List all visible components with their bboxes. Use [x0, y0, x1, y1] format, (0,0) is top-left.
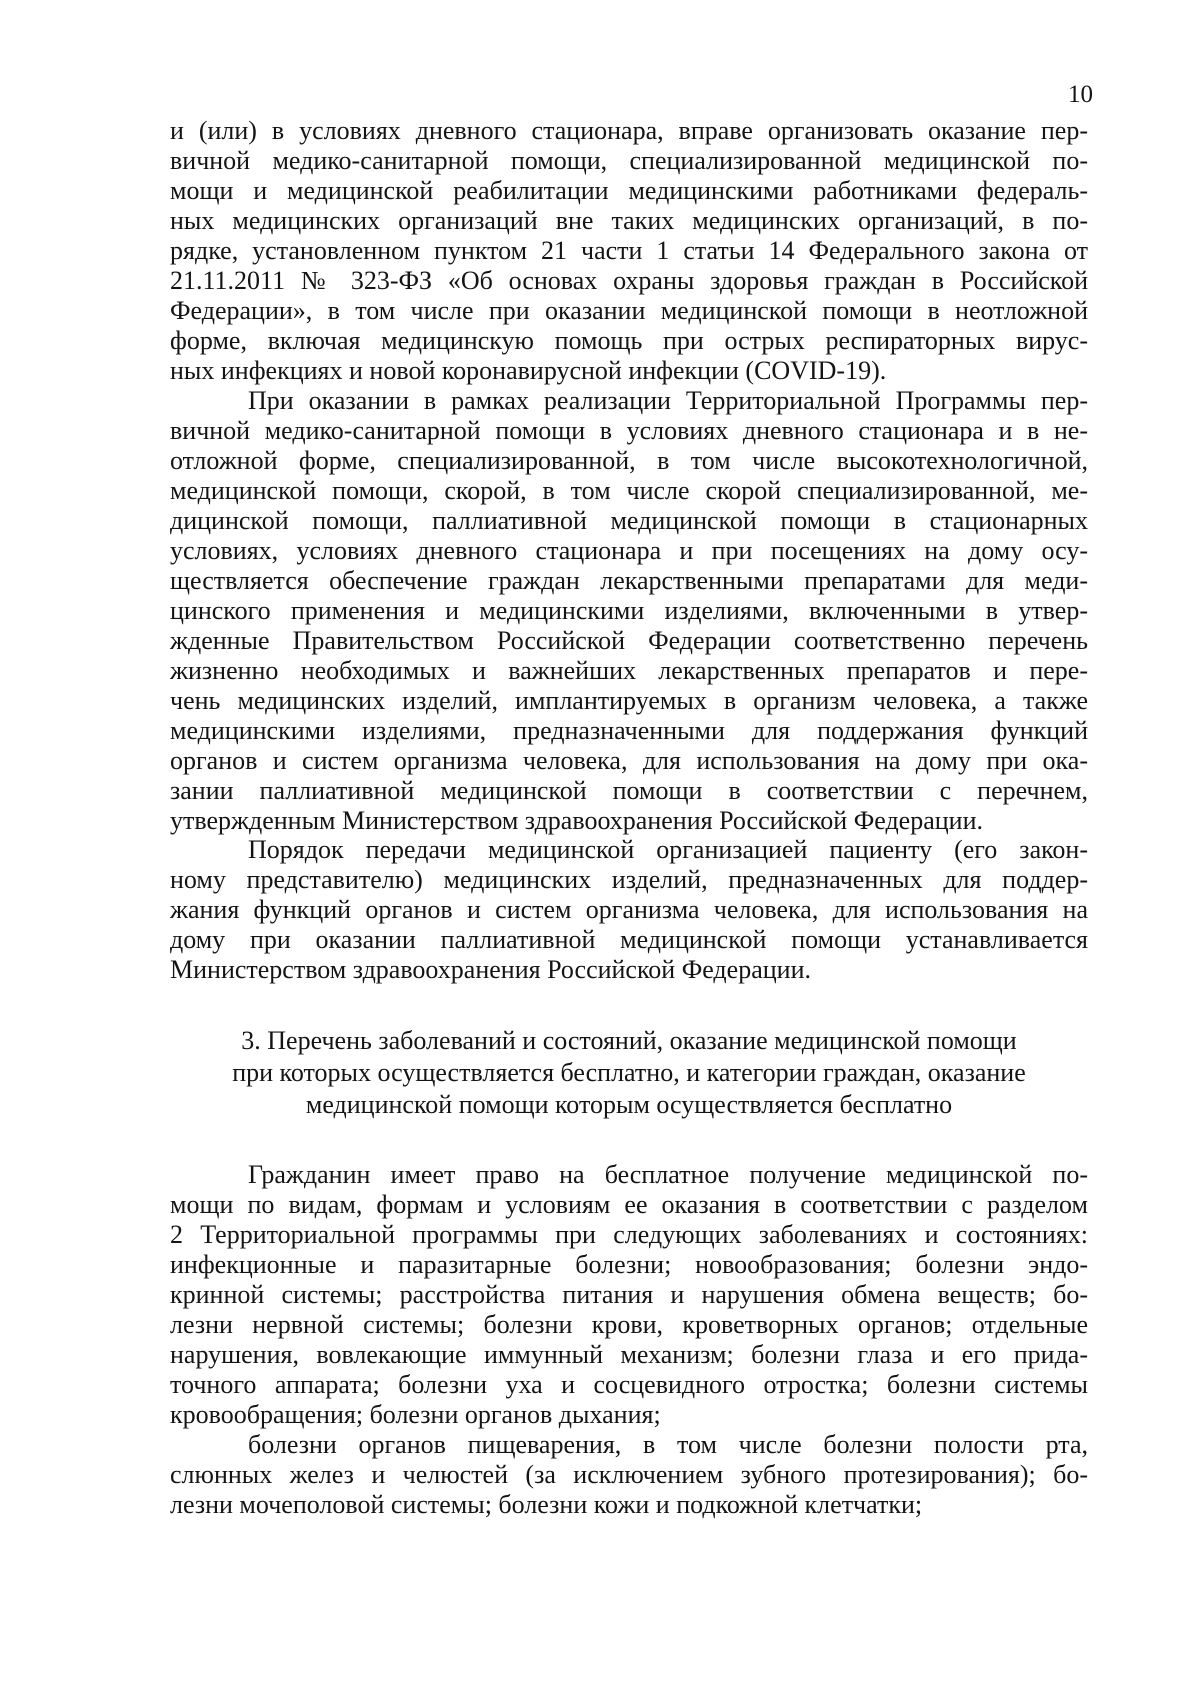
text-line: мощи и медицинской реабилитации медицинскими работниками федераль-	[170, 176, 1088, 205]
text-line: форме, включая медицинскую помощь при острых респираторных вирус-	[170, 326, 1088, 355]
text-line: вичной медико-санитарной помощи, специализированной медицинской по-	[170, 146, 1088, 175]
text-line: условиях, условиях дневного стационара и при посещениях на дому осу-	[170, 536, 1088, 565]
text-line: ному представителю) медицинских изделий, предназначенных для поддер-	[170, 865, 1088, 894]
text-line: лезни мочеполовой системы; болезни кожи и подкожной клетчатки;	[170, 1490, 923, 1519]
text-line: медицинскими изделиями, предназначенными для поддержания функций	[170, 716, 1088, 745]
text-line: Министерством здравоохранения Российской Федерации.	[170, 955, 811, 984]
text-line: медицинской помощи, скорой, в том числе скорой специализированной, ме-	[170, 476, 1088, 505]
text-line: ществляется обеспечение граждан лекарственными препаратами для меди-	[170, 566, 1088, 595]
text-line: жизненно необходимых и важнейших лекарственных препаратов и пере-	[170, 656, 1088, 685]
text-line: жания функций органов и систем организма человека, для использования на	[170, 895, 1088, 924]
text-line: жденные Правительством Российской Федерации соответственно перечень	[170, 626, 1088, 655]
text-line: рядке, установленном пунктом 21 части 1 статьи 14 Федерального закона от	[170, 236, 1088, 265]
heading-line: при которых осуществляется бесплатно, и категории граждан, оказание	[232, 1058, 1026, 1087]
text-line: и (или) в условиях дневного стационара, вправе организовать оказание пер-	[170, 116, 1088, 145]
paragraph-3	[170, 835, 1088, 985]
text-line: дицинской помощи, паллиативной медицинской помощи в стационарных	[170, 506, 1088, 535]
text-line: лезни нервной системы; болезни крови, кроветворных органов; отдельные	[170, 1310, 1088, 1339]
section-heading	[170, 1025, 1088, 1121]
heading-line: 3. Перечень заболеваний и состояний, оказание медицинской помощи	[241, 1026, 1017, 1055]
text-line: 2 Территориальной программы при следующих заболеваниях и состояниях:	[170, 1220, 1088, 1249]
text-line: вичной медико-санитарной помощи в условиях дневного стационара и в не-	[170, 416, 1088, 445]
text-line: ных инфекциях и новой коронавирусной инфекции (COVID-19).	[170, 356, 887, 385]
paragraph-1	[170, 116, 1088, 386]
text-line: болезни органов пищеварения, в том числе болезни полости рта,	[248, 1430, 1088, 1459]
text-line: мощи по видам, формам и условиям ее оказания в соответствии с разделом	[170, 1190, 1088, 1219]
section-paragraph-2	[170, 1430, 1088, 1520]
text-line: утвержденным Министерством здравоохранения Российской Федерации.	[170, 806, 983, 835]
text-line: инфекционные и паразитарные болезни; новообразования; болезни эндо-	[170, 1250, 1088, 1279]
section-paragraph-1	[170, 1160, 1088, 1430]
text-line: ных медицинских организаций вне таких медицинских организаций, в по-	[170, 206, 1088, 235]
text-line: Порядок передачи медицинской организацией пациенту (его закон-	[248, 835, 1088, 864]
text-line: нарушения, вовлекающие иммунный механизм; болезни глаза и его прида-	[170, 1340, 1088, 1369]
text-line: отложной форме, специализированной, в том числе высокотехнологичной,	[170, 446, 1088, 475]
text-line: Гражданин имеет право на бесплатное получение медицинской по-	[248, 1160, 1088, 1189]
text-line: 21.11.2011 № 323-ФЗ «Об основах охраны здоровья граждан в Российской	[170, 266, 1088, 295]
text-line: кринной системы; расстройства питания и нарушения обмена веществ; бо-	[170, 1280, 1088, 1309]
text-line: Федерации», в том числе при оказании медицинской помощи в неотложной	[170, 296, 1088, 325]
text-line: чень медицинских изделий, имплантируемых в организм человека, а также	[170, 686, 1088, 715]
text-line: органов и систем организма человека, для использования на дому при ока-	[170, 746, 1088, 775]
text-line: точного аппарата; болезни уха и сосцевидного отростка; болезни системы	[170, 1370, 1088, 1399]
text-line: При оказании в рамках реализации Территориальной Программы пер-	[248, 386, 1088, 415]
text-line: кровообращения; болезни органов дыхания;	[170, 1400, 661, 1429]
text-line: слюнных желез и челюстей (за исключением зубного протезирования); бо-	[170, 1460, 1088, 1489]
text-line: зании паллиативной медицинской помощи в соответствии с перечнем,	[170, 776, 1088, 805]
text-line: дому при оказании паллиативной медицинской помощи устанавливается	[170, 925, 1088, 954]
page-number: 10	[1068, 81, 1093, 108]
heading-line: медицинской помощи которым осуществляется бесплатно	[305, 1090, 953, 1119]
text-line: цинского применения и медицинскими изделиями, включенными в утвер-	[170, 596, 1088, 625]
paragraph-2	[170, 386, 1088, 836]
